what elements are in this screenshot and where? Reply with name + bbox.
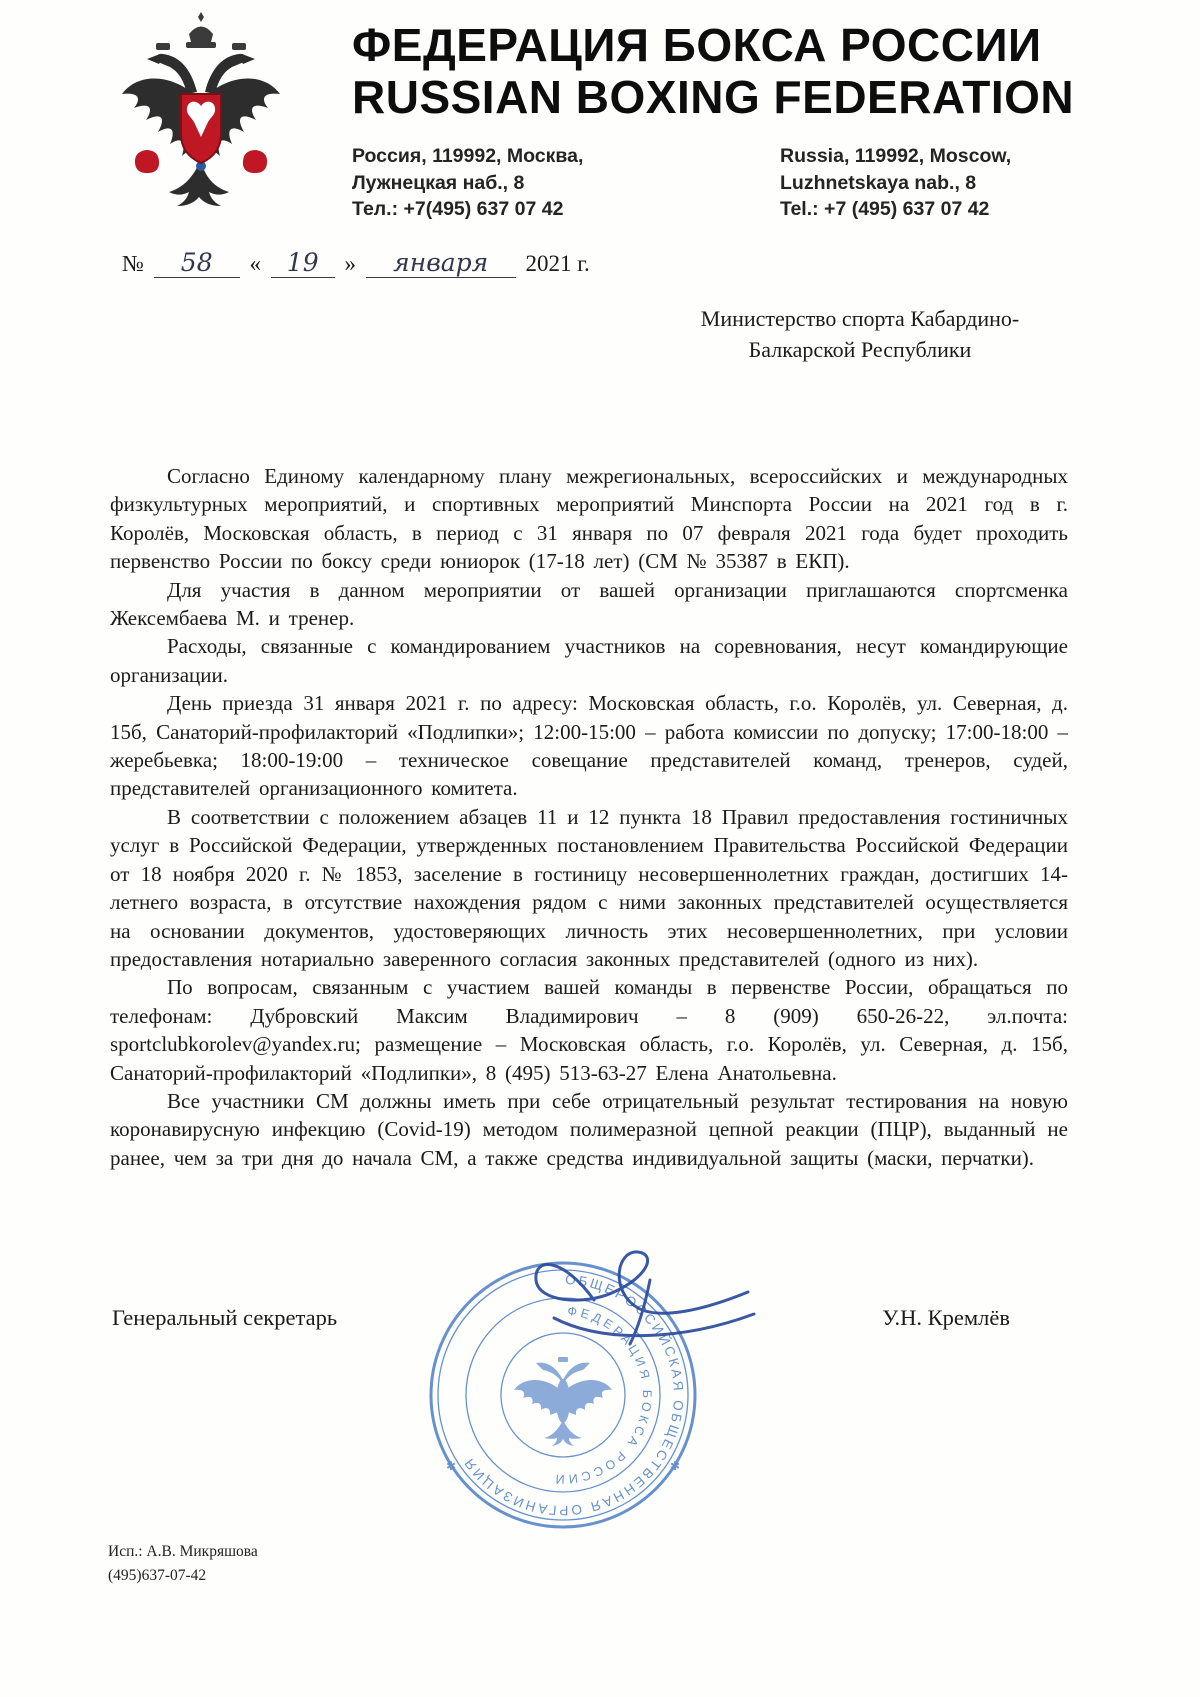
executor-block [108,1540,258,1588]
eagle-crown-icon [186,12,216,48]
body-paragraph: Все участники СМ должны иметь при себе отрицательный результат тестирования на новую коронавирусную инфекцию (Covid-19) методом полимеразной цепной реакции (ПЦР), выданный не ранее, чем за три дня до начала СМ, а также средства индивидуальной защиты (маски, перчатки). [110,1088,1068,1170]
year-label: 2021 г. [525,251,590,276]
address-russian [352,143,780,223]
round-stamp [431,1263,695,1527]
address-en-line: Luzhnetskaya nab., 8 [780,171,977,194]
address-ru-line: Россия, 119992, Москва, [352,145,584,168]
number-sign-label: № [122,251,144,276]
signer-name: У.Н. Кремлёв [882,1305,1010,1330]
org-name-english: RUSSIAN BOXING FEDERATION [352,70,1075,123]
body-paragraph: Расходы, связанные с командированием участников на соревнования, несут командирующие организации. [110,634,1068,687]
recipient-line: Балкарской Республики [748,337,972,363]
open-quote: « [249,251,261,276]
day-handwritten: 19 [271,248,335,278]
body-paragraph: В соответствии с положением абзацев 11 и 12 пункта 18 Правил предоставления гостиничных услуг в Российской Федерации, утвержденных постановлением Правительства Российской Федерации от 18 ноября 2020 г. № 1853, заселение в гостиницу несовершеннолетних граждан, достигших 14-летнего возраста, в отсутствие нахождения рядом с ними законных представителей осуществляется на основании документов, удостоверяющих личность этих несовершеннолетних, при условии предоставления нотариально заверенного согласия законных представителей (одного из них). [110,804,1068,971]
address-english [780,143,1011,223]
letter-body [110,462,1068,1172]
letterhead-addresses [352,143,1082,223]
address-en-line: Tel.: +7 (495) 637 07 42 [780,198,990,221]
month-handwritten: января [366,248,516,278]
stamp-outer-ring-text: ОБЩЕРОССИЙСКАЯ ОБЩЕСТВЕННАЯ ОРГАНИЗАЦИЯ [460,1271,687,1519]
close-quote: » [344,251,356,276]
body-paragraph: По вопросам, связанным с участием вашей команды в первенстве России, обращаться по телефонам: Дубровский Максим Владимирович – 8 (909) 650-26-22, эл.почта: sportclubkorolev@yandex.ru; размещение – Московская область, г.о. Королёв, ул. Северная, д. 15б, Санаторий-профилакторий «Подлипки», 8 (495) 513-63-27 Елена Анатольевна. [110,975,1068,1085]
stamp-eagle-icon [514,1357,612,1446]
executor-name: Исп.: А.В. Микряшова [108,1543,258,1560]
ref-number-handwritten: 58 [154,248,240,278]
ref-number-date-line [122,248,590,278]
recipient-line: Министерство спорта Кабардино- [700,306,1020,331]
stamp-star-right: ✱ [670,1459,681,1473]
address-ru-line: Лужнецкая наб., 8 [352,171,525,194]
body-paragraph: День приезда 31 января 2021 г. по адресу: Московская область, г.о. Королёв, ул. Северная, д. 15б, Санаторий-профилакторий «Подлипки»; 12:00-15:00 – работа комиссии по допуску; 17:00-18:00 – жеребьевка; 18:00-19:00 – техническое совещание представителей команд, тренеров, судей, представителей организационного комитета. [110,691,1068,801]
signer-title: Генеральный секретарь [112,1305,338,1330]
address-ru-line: Тел.: +7(495) 637 07 42 [352,198,564,221]
stamp-star-left: ✱ [446,1459,457,1473]
executor-phone: (495)637-07-42 [108,1567,207,1585]
eagle-shield-icon [181,94,221,163]
stamp-and-signature [398,1238,790,1552]
body-paragraph: Согласно Единому календарному плану межрегиональных, всероссийских и международных физкультурных мероприятий, и спортивных мероприятий Минспорта России на 2021 год в г. Королёв, Московская область, в период с 31 января по 07 февраля 2021 года будет проходить первенство России по боксу среди юниорок (17-18 лет) (СМ № 35387 в ЕКП). [110,464,1068,574]
body-paragraph: Для участия в данном мероприятии от вашей организации приглашаются спортсменка Жексембаева М. и тренер. [110,577,1068,631]
recipient-block [668,303,1052,365]
letterhead [352,20,1082,223]
stamp-inner-ring-text: ФЕДЕРАЦИЯ БОКСА РОССИИ [551,1303,655,1487]
org-name-russian: ФЕДЕРАЦИЯ БОКСА РОССИИ [352,19,1042,71]
address-en-line: Russia, 119992, Moscow, [780,145,1012,168]
federation-eagle-logo [112,8,290,230]
